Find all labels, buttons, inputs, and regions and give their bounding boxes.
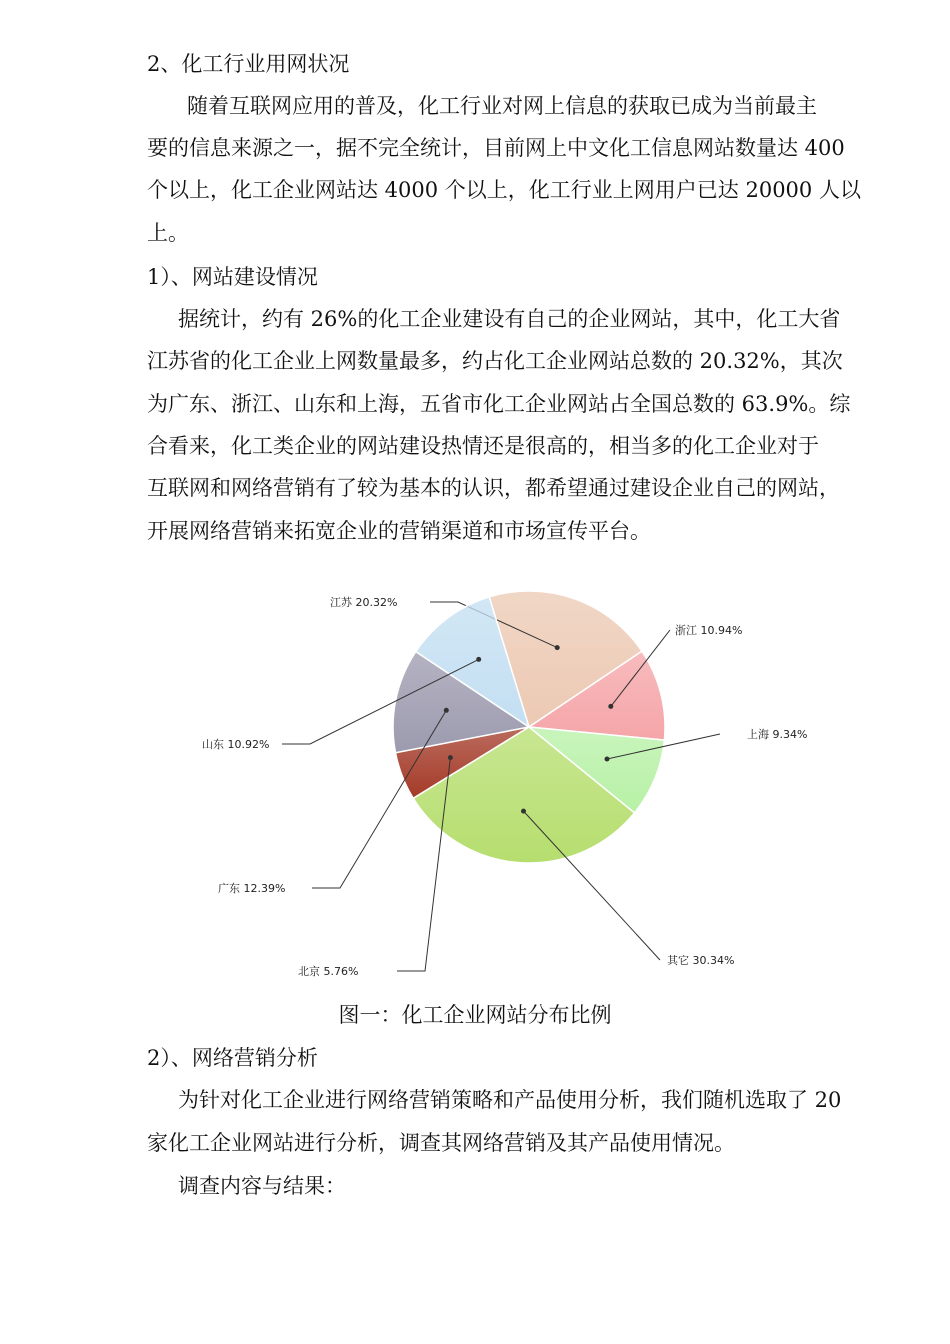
subsection-1-title: 1）、网站建设情况: [147, 265, 318, 289]
pie-label-4: 北京 5.76%: [298, 965, 359, 978]
sub1-line-4: 合看来，化工类企业的网站建设热情还是很高的，相当多的化工企业对于: [147, 434, 819, 458]
pie-chart: [190, 578, 870, 988]
section-title: 2、化工行业用网状况: [147, 52, 350, 76]
pie-label-3: 其它 30.34%: [667, 954, 735, 967]
leader-dot-4: [448, 755, 453, 760]
subsection-2-title: 2）、网络营销分析: [147, 1046, 318, 1070]
pie-label-1: 浙江 10.94%: [675, 624, 743, 637]
leader-dot-0: [555, 645, 560, 650]
leader-dot-6: [476, 657, 481, 662]
leader-dot-2: [605, 757, 610, 762]
intro-line-1: 随着互联网应用的普及，化工行业对网上信息的获取已成为当前最主: [187, 94, 817, 118]
intro-line-3: 个以上，化工企业网站达 4000 个以上，化工行业上网用户已达 20000 人以: [147, 178, 861, 202]
intro-line-4: 上。: [147, 221, 189, 245]
pie-label-5: 广东 12.39%: [218, 882, 286, 895]
pie-label-6: 山东 10.92%: [202, 738, 270, 751]
results-label: 调查内容与结果：: [178, 1174, 346, 1198]
sub2-line-1: 为针对化工企业进行网络营销策略和产品使用分析，我们随机选取了 20: [178, 1088, 842, 1112]
sub2-line-2: 家化工企业网站进行分析，调查其网络营销及其产品使用情况。: [147, 1131, 735, 1155]
sub1-line-1: 据统计，约有 26%的化工企业建设有自己的企业网站，其中，化工大省: [178, 307, 841, 331]
sub1-line-6: 开展网络营销来拓宽企业的营销渠道和市场宣传平台。: [147, 519, 651, 543]
sub1-line-5: 互联网和网络营销有了较为基本的认识，都希望通过建设企业自己的网站，: [147, 476, 840, 500]
pie-label-2: 上海 9.34%: [747, 728, 808, 741]
leader-dot-3: [521, 809, 526, 814]
leader-dot-1: [608, 704, 613, 709]
figure-caption: 图一：化工企业网站分布比例: [338, 1003, 612, 1027]
sub1-line-3: 为广东、浙江、山东和上海，五省市化工企业网站占全国总数的 63.9%。综: [147, 392, 851, 416]
leader-dot-5: [444, 708, 449, 713]
pie-chart-svg: [190, 578, 870, 988]
intro-line-2: 要的信息来源之一，据不完全统计，目前网上中文化工信息网站数量达 400: [147, 136, 845, 160]
sub1-line-2: 江苏省的化工企业上网数量最多，约占化工企业网站总数的 20.32%，其次: [147, 349, 843, 373]
pie-label-0: 江苏 20.32%: [330, 596, 398, 609]
